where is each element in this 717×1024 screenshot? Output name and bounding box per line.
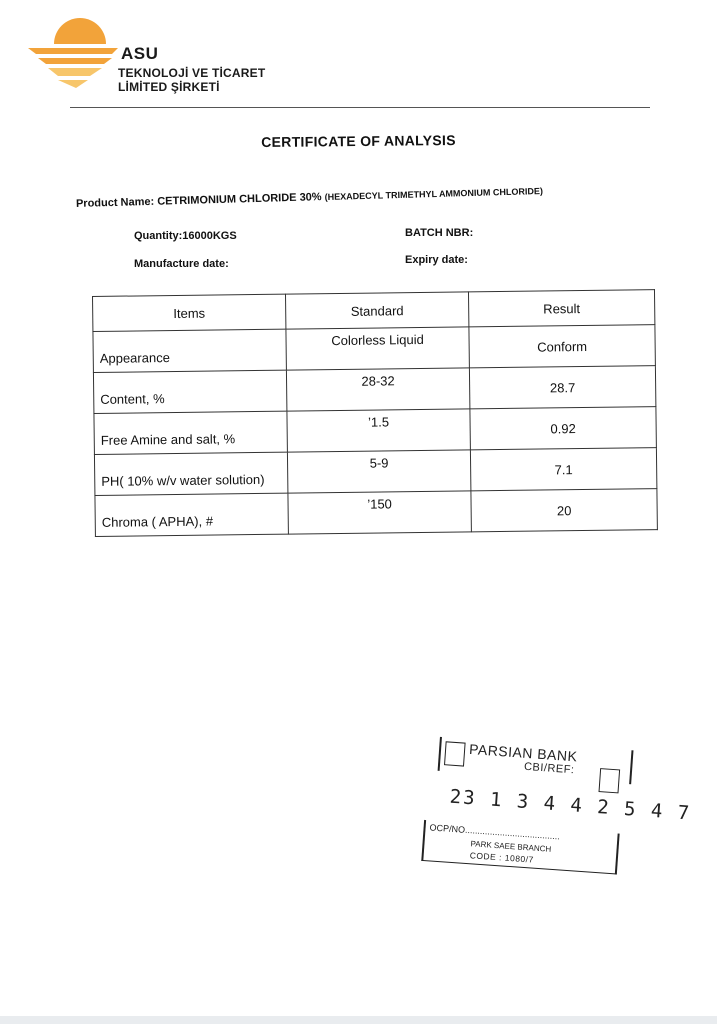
batch-number: BATCH NBR: xyxy=(405,227,474,239)
row-standard: Colorless Liquid xyxy=(286,327,469,370)
stamp-branch: PARK SAEE BRANCH xyxy=(470,839,552,854)
stamp-bank-name: PARSIAN BANK xyxy=(468,740,578,765)
product-label: Product Name: xyxy=(75,195,155,210)
stamp-ocp-label: OCP/NO...................................... xyxy=(429,822,561,842)
analysis-table xyxy=(92,289,658,537)
row-result: 7.1 xyxy=(470,448,656,491)
expiry-date: Expiry date: xyxy=(405,254,468,266)
bank-emblem-icon xyxy=(599,768,621,793)
bank-emblem-icon xyxy=(444,741,466,766)
product-name-line xyxy=(76,185,543,210)
header-divider xyxy=(70,107,650,108)
table-row xyxy=(94,407,656,455)
row-item: Free Amine and salt, % xyxy=(94,411,287,454)
table-row xyxy=(93,366,655,414)
row-result: 0.92 xyxy=(470,407,656,450)
row-result: Conform xyxy=(469,325,655,368)
sun-logo-icon xyxy=(28,14,123,94)
row-item: Chroma ( APHA), # xyxy=(95,493,288,536)
bank-stamp xyxy=(418,736,692,890)
quantity: Quantity:16000KGS xyxy=(134,230,237,242)
row-item: PH( 10% w/v water solution) xyxy=(94,452,287,495)
header-items: Items xyxy=(93,294,286,331)
table-row xyxy=(93,325,655,373)
stamp-code: CODE : 1080/7 xyxy=(469,850,535,865)
product-name: CETRIMONIUM CHLORIDE 30% xyxy=(157,191,322,208)
table-row xyxy=(95,489,657,537)
row-standard: 5-9 xyxy=(287,450,470,493)
row-standard: 28-32 xyxy=(286,368,469,411)
row-item: Appearance xyxy=(93,329,286,372)
row-standard: ’1.5 xyxy=(287,409,470,452)
document-title: CERTIFICATE OF ANALYSIS xyxy=(261,131,456,151)
company-name-line2: LİMİTED ŞİRKETİ xyxy=(118,80,220,94)
table-row xyxy=(94,448,656,496)
header-result: Result xyxy=(468,290,654,327)
manufacture-date: Manufacture date: xyxy=(134,258,229,270)
row-standard: ’150 xyxy=(288,491,471,534)
row-result: 28.7 xyxy=(469,366,655,409)
company-logo xyxy=(28,14,268,104)
company-short-name: ASU xyxy=(121,44,159,63)
stamp-ref-label: CBI/REF: xyxy=(523,760,575,777)
product-detail: (HEXADECYL TRIMETHYL AMMONIUM CHLORIDE) xyxy=(324,185,544,203)
page-bottom-edge xyxy=(0,1016,717,1024)
header-standard: Standard xyxy=(285,292,468,329)
company-name-line1: TEKNOLOJİ VE TİCARET xyxy=(118,66,266,80)
row-result: 20 xyxy=(471,489,657,532)
stamp-number: 23 1 3 4 4 2 5 4 7 xyxy=(449,785,692,825)
row-item: Content, % xyxy=(93,370,286,413)
